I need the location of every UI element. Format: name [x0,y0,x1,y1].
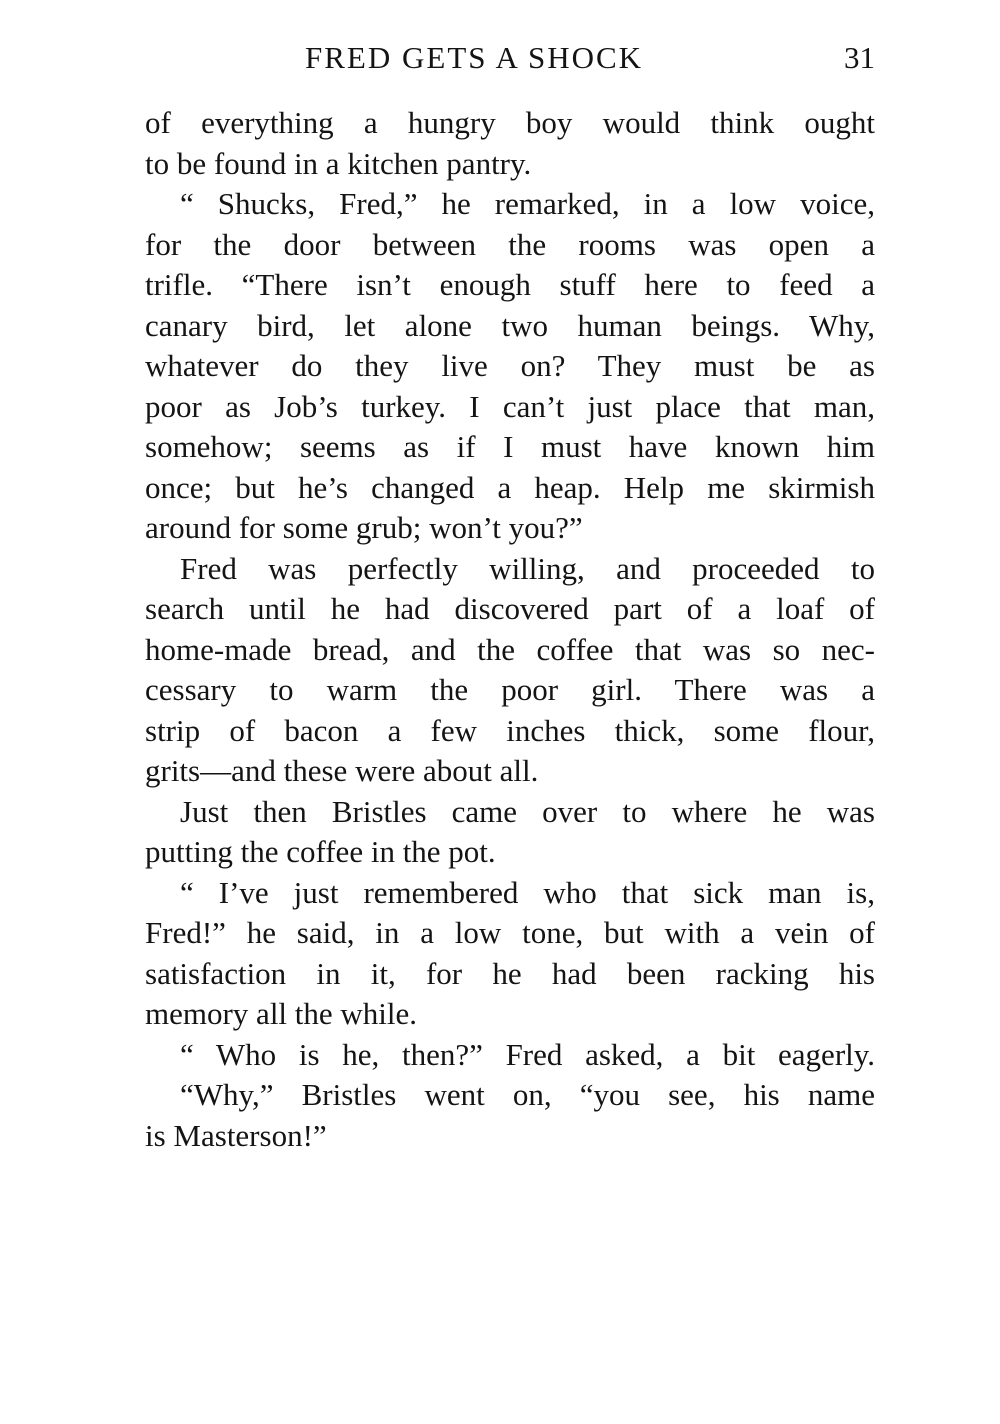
text-line: once; but he’s changed a heap. Help me skirmish [145,469,875,505]
text-line: Fred was perfectly willing, and proceeded to [180,550,875,586]
text-line: to be found in a kitchen pantry. [145,145,532,181]
text-line: satisfaction in it, for he had been racking his [145,955,875,991]
text-line: home-made bread, and the coffee that was so nec- [145,631,875,667]
text-line: “Why,” Bristles went on, “you see, his name [180,1077,875,1112]
page-number: 31 [844,40,875,75]
text-line: for the door between the rooms was open a [145,226,875,262]
text-line: somehow; seems as if I must have known him [145,429,875,464]
text-line: Just then Bristles came over to where he was [180,793,875,829]
text-line: is Masterson!” [145,1117,327,1153]
text-line: Fred!” he said, in a low tone, but with a vein of [145,915,875,950]
text-line: “ Shucks, Fred,” he remarked, in a low voice, [180,186,875,221]
text-line: canary bird, let alone two human beings. Why, [145,307,875,343]
text-line: of everything a hungry boy would think ought [145,105,875,140]
text-line: trifle. “There isn’t enough stuff here to feed a [145,267,875,302]
text-line: poor as Job’s turkey. I can’t just place that man, [145,388,875,424]
running-head: FRED GETS A SHOCK [305,40,644,75]
text-line: grits—and these were about all. [145,753,539,788]
text-line: search until he had discovered part of a loaf of [145,591,875,626]
text-line: strip of bacon a few inches thick, some flour, [145,712,875,748]
text-line: memory all the while. [145,996,418,1031]
text-line: cessary to warm the poor girl. There was a [145,672,875,707]
page-header [145,38,875,78]
body-text [145,103,875,1156]
text-line: “ Who is he, then?” Fred asked, a bit eagerly. [180,1036,875,1072]
text-line: whatever do they live on? They must be as [145,348,875,383]
text-line: “ I’ve just remembered who that sick man is, [180,874,875,910]
text-line: around for some grub; won’t you?” [145,510,583,545]
text-line: putting the coffee in the pot. [145,834,496,869]
